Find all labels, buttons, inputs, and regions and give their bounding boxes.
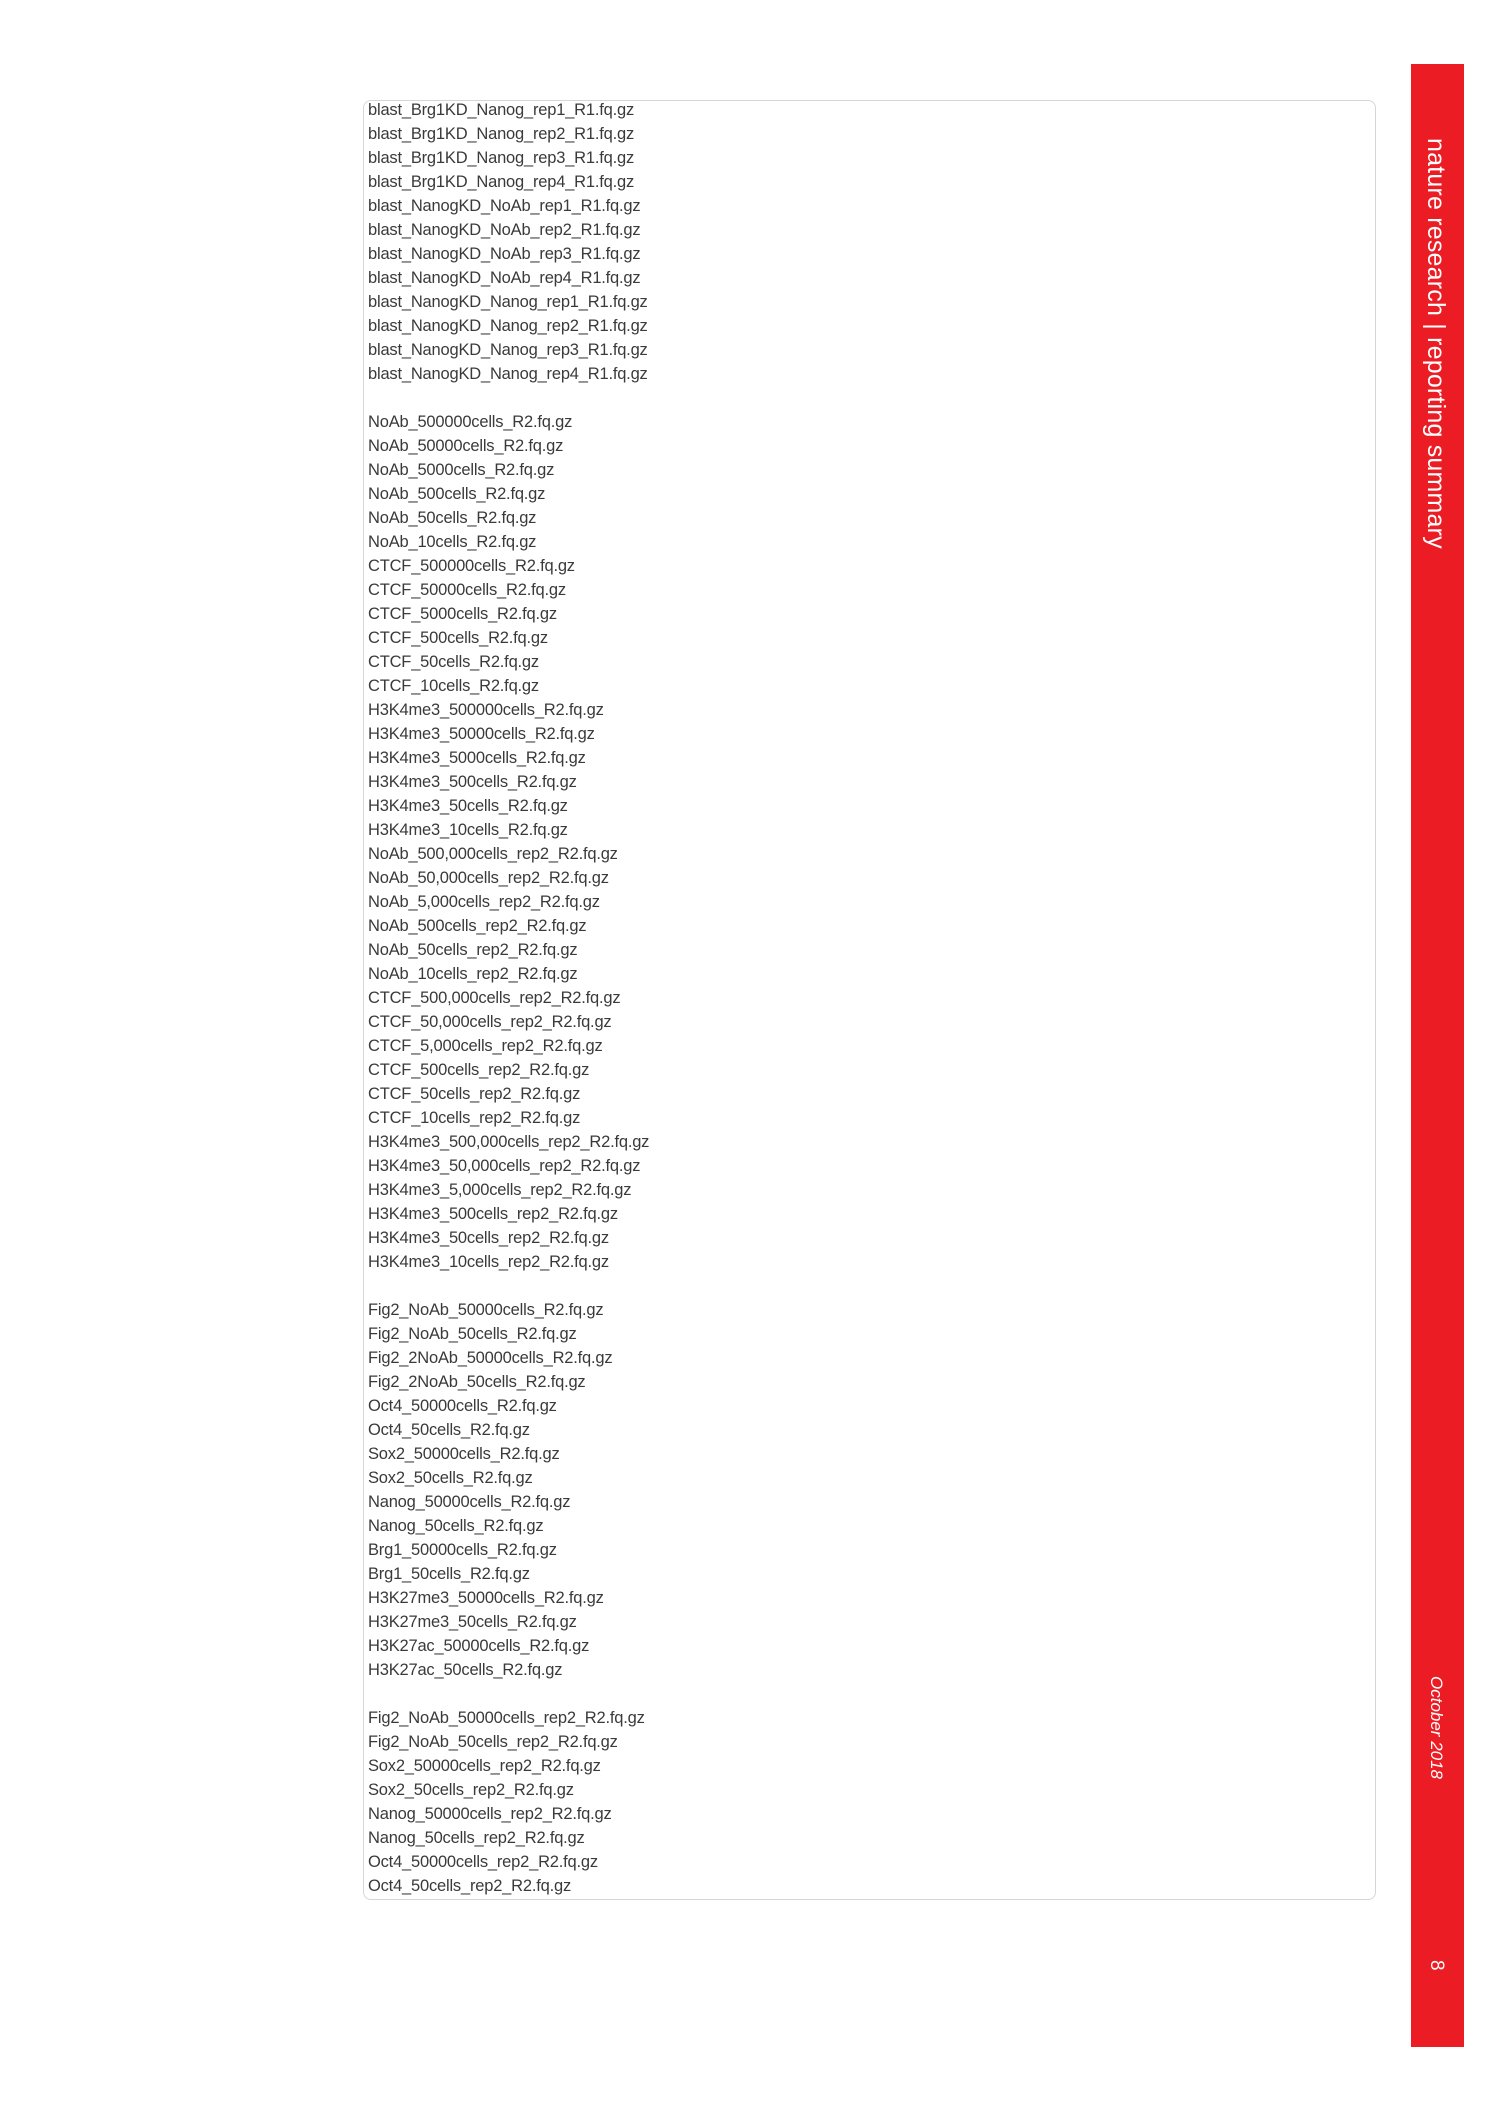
file-list-item: Fig2_2NoAb_50cells_R2.fq.gz: [368, 1373, 586, 1391]
file-list-item: H3K4me3_5000cells_R2.fq.gz: [368, 749, 586, 767]
journal-section-title: nature research | reporting summary: [1422, 138, 1450, 549]
file-list-item: CTCF_50cells_R2.fq.gz: [368, 653, 539, 671]
file-list-item: H3K4me3_5,000cells_rep2_R2.fq.gz: [368, 1181, 632, 1199]
file-list-item: Brg1_50cells_R2.fq.gz: [368, 1565, 530, 1583]
file-list-item: CTCF_50000cells_R2.fq.gz: [368, 581, 566, 599]
file-list: [368, 98, 1168, 1898]
file-list-item: CTCF_500cells_R2.fq.gz: [368, 629, 548, 647]
file-list-item: NoAb_10cells_rep2_R2.fq.gz: [368, 965, 578, 983]
file-list-item: H3K27me3_50cells_R2.fq.gz: [368, 1613, 577, 1631]
file-list-item: blast_Brg1KD_Nanog_rep4_R1.fq.gz: [368, 173, 635, 191]
file-list-item: Sox2_50cells_R2.fq.gz: [368, 1469, 533, 1487]
file-list-item: CTCF_50,000cells_rep2_R2.fq.gz: [368, 1013, 612, 1031]
file-list-item: CTCF_5,000cells_rep2_R2.fq.gz: [368, 1037, 603, 1055]
file-list-item: blast_NanogKD_Nanog_rep4_R1.fq.gz: [368, 365, 648, 383]
file-list-item: blast_NanogKD_NoAb_rep2_R1.fq.gz: [368, 221, 641, 239]
file-list-item: H3K4me3_50,000cells_rep2_R2.fq.gz: [368, 1157, 641, 1175]
group-spacer: [368, 1682, 1168, 1706]
file-list-item: blast_Brg1KD_Nanog_rep2_R1.fq.gz: [368, 125, 635, 143]
file-list-item: Nanog_50cells_rep2_R2.fq.gz: [368, 1829, 585, 1847]
file-list-item: H3K4me3_500,000cells_rep2_R2.fq.gz: [368, 1133, 650, 1151]
file-list-item: Sox2_50000cells_R2.fq.gz: [368, 1445, 560, 1463]
page-number: 8: [1426, 1960, 1447, 1971]
file-list-item: NoAb_500cells_R2.fq.gz: [368, 485, 546, 503]
file-list-item: CTCF_5000cells_R2.fq.gz: [368, 605, 557, 623]
file-list-item: Fig2_NoAb_50cells_rep2_R2.fq.gz: [368, 1733, 618, 1751]
file-list-item: CTCF_10cells_rep2_R2.fq.gz: [368, 1109, 581, 1127]
file-list-item: CTCF_500,000cells_rep2_R2.fq.gz: [368, 989, 621, 1007]
file-list-item: NoAb_50,000cells_rep2_R2.fq.gz: [368, 869, 609, 887]
file-list-item: NoAb_500,000cells_rep2_R2.fq.gz: [368, 845, 618, 863]
file-list-item: H3K4me3_50cells_rep2_R2.fq.gz: [368, 1229, 609, 1247]
file-list-item: blast_Brg1KD_Nanog_rep3_R1.fq.gz: [368, 149, 635, 167]
file-list-item: NoAb_5000cells_R2.fq.gz: [368, 461, 555, 479]
file-list-item: CTCF_50cells_rep2_R2.fq.gz: [368, 1085, 581, 1103]
file-list-item: blast_Brg1KD_Nanog_rep1_R1.fq.gz: [368, 101, 635, 119]
file-list-item: Oct4_50000cells_rep2_R2.fq.gz: [368, 1853, 598, 1871]
file-list-item: NoAb_5,000cells_rep2_R2.fq.gz: [368, 893, 600, 911]
file-list-item: H3K4me3_500cells_rep2_R2.fq.gz: [368, 1205, 618, 1223]
file-list-item: blast_NanogKD_Nanog_rep2_R1.fq.gz: [368, 317, 648, 335]
file-list-item: H3K4me3_500000cells_R2.fq.gz: [368, 701, 604, 719]
file-list-item: NoAb_500000cells_R2.fq.gz: [368, 413, 573, 431]
file-list-item: blast_NanogKD_NoAb_rep1_R1.fq.gz: [368, 197, 641, 215]
file-list-item: Fig2_NoAb_50cells_R2.fq.gz: [368, 1325, 577, 1343]
file-list-item: CTCF_500000cells_R2.fq.gz: [368, 557, 575, 575]
file-list-item: H3K27me3_50000cells_R2.fq.gz: [368, 1589, 604, 1607]
file-list-item: Nanog_50000cells_rep2_R2.fq.gz: [368, 1805, 612, 1823]
file-list-item: Oct4_50cells_R2.fq.gz: [368, 1421, 530, 1439]
file-list-item: NoAb_500cells_rep2_R2.fq.gz: [368, 917, 587, 935]
file-list-item: CTCF_10cells_R2.fq.gz: [368, 677, 539, 695]
document-date: October 2018: [1427, 1676, 1446, 1780]
group-spacer: [368, 1274, 1168, 1298]
file-list-item: Fig2_NoAb_50000cells_R2.fq.gz: [368, 1301, 604, 1319]
file-list-item: NoAb_50cells_R2.fq.gz: [368, 509, 537, 527]
file-list-item: Nanog_50cells_R2.fq.gz: [368, 1517, 544, 1535]
file-list-item: H3K27ac_50cells_R2.fq.gz: [368, 1661, 563, 1679]
group-spacer: [368, 386, 1168, 410]
file-list-item: H3K27ac_50000cells_R2.fq.gz: [368, 1637, 590, 1655]
file-list-item: Oct4_50000cells_R2.fq.gz: [368, 1397, 557, 1415]
file-list-item: NoAb_10cells_R2.fq.gz: [368, 533, 537, 551]
file-list-item: Brg1_50000cells_R2.fq.gz: [368, 1541, 557, 1559]
file-list-item: Nanog_50000cells_R2.fq.gz: [368, 1493, 571, 1511]
file-list-item: blast_NanogKD_NoAb_rep4_R1.fq.gz: [368, 269, 641, 287]
file-list-item: blast_NanogKD_Nanog_rep3_R1.fq.gz: [368, 341, 648, 359]
file-list-item: Fig2_2NoAb_50000cells_R2.fq.gz: [368, 1349, 613, 1367]
file-list-item: blast_NanogKD_NoAb_rep3_R1.fq.gz: [368, 245, 641, 263]
file-list-item: H3K4me3_50cells_R2.fq.gz: [368, 797, 568, 815]
file-list-item: H3K4me3_10cells_R2.fq.gz: [368, 821, 568, 839]
file-list-item: blast_NanogKD_Nanog_rep1_R1.fq.gz: [368, 293, 648, 311]
file-list-item: Oct4_50cells_rep2_R2.fq.gz: [368, 1877, 572, 1895]
file-list-item: Sox2_50000cells_rep2_R2.fq.gz: [368, 1757, 601, 1775]
file-list-item: H3K4me3_10cells_rep2_R2.fq.gz: [368, 1253, 609, 1271]
file-list-item: CTCF_500cells_rep2_R2.fq.gz: [368, 1061, 590, 1079]
file-list-item: H3K4me3_500cells_R2.fq.gz: [368, 773, 577, 791]
file-list-item: Sox2_50cells_rep2_R2.fq.gz: [368, 1781, 574, 1799]
file-list-item: NoAb_50cells_rep2_R2.fq.gz: [368, 941, 578, 959]
file-list-item: H3K4me3_50000cells_R2.fq.gz: [368, 725, 595, 743]
file-list-item: Fig2_NoAb_50000cells_rep2_R2.fq.gz: [368, 1709, 645, 1727]
file-list-item: NoAb_50000cells_R2.fq.gz: [368, 437, 564, 455]
